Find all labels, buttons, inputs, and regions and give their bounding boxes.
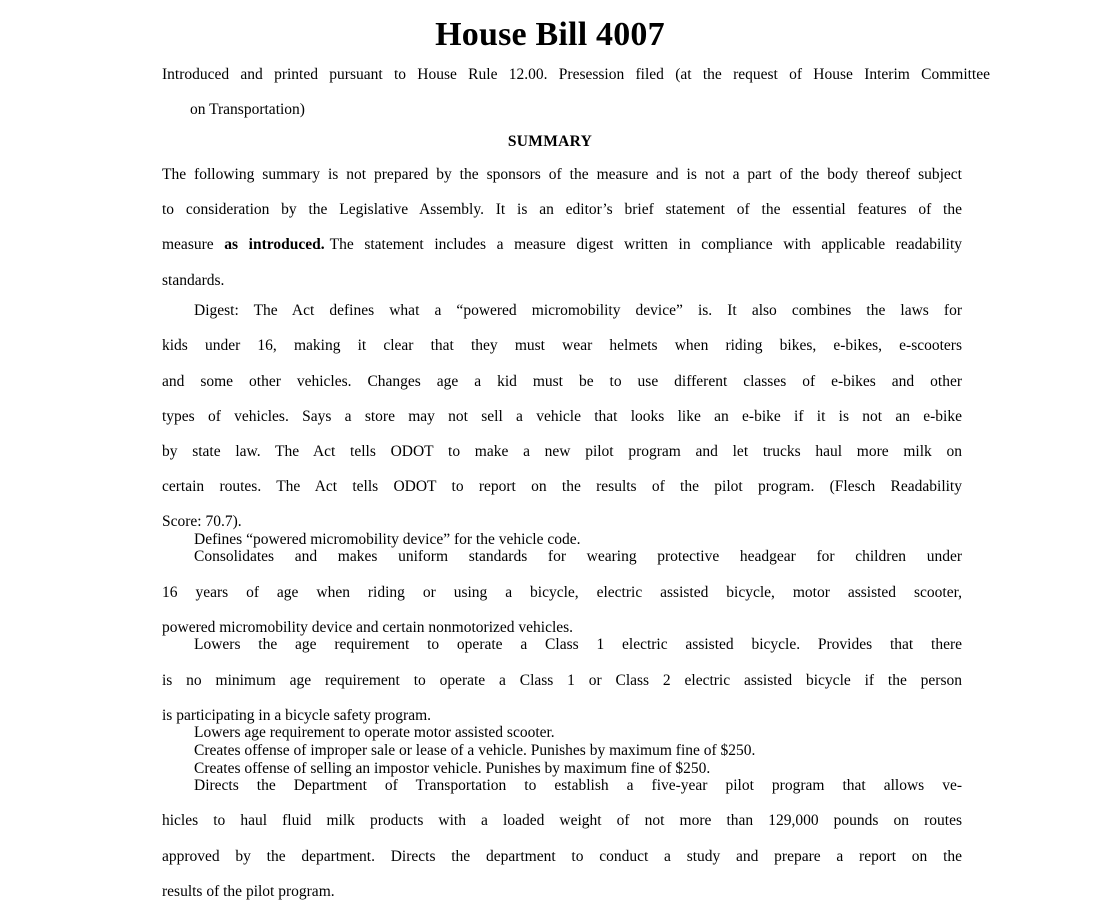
paragraph-impostor-vehicle-offense	[162, 760, 962, 778]
class1-line-2: is no minimum age requirement to operate a Class 1 or Class 2 electric assisted bicycle if the person	[162, 671, 962, 689]
pilot-line-2: hicles to haul fluid milk products with a loaded weight of not more than 129,000 pounds on routes	[162, 812, 962, 830]
paragraph-improper-sale-offense	[162, 742, 962, 760]
pilot-line-4: results of the pilot program.	[162, 882, 335, 900]
class1-line-1: Lowers the age requirement to operate a Class 1 electric assisted bicycle. Provides that there	[194, 636, 962, 654]
headgear-line-1: Consolidates and makes uniform standards for wearing protective headgear for children under	[194, 548, 962, 566]
headgear-line-2: 16 years of age when riding or using a bicycle, electric assisted bicycle, motor assisted scooter,	[162, 583, 962, 601]
digest-line-1: Digest: The Act defines what a “powered micromobility device” is. It also combines the laws for	[194, 302, 962, 320]
paragraph-digest	[162, 302, 962, 531]
summary-heading: SUMMARY	[507, 133, 593, 150]
preamble-line-4: standards.	[162, 271, 225, 289]
impostor-line-1: Creates offense of selling an impostor vehicle. Punishes by maximum fine of $250.	[194, 759, 711, 777]
defines-line-1: Defines “powered micromobility device” for the vehicle code.	[194, 530, 581, 548]
introduction-line-2: on Transportation)	[190, 101, 305, 119]
headgear-line-3: powered micromobility device and certain nonmotorized vehicles.	[162, 618, 574, 636]
introduction-note	[162, 66, 990, 119]
digest-line-3: and some other vehicles. Changes age a kid must be to use different classes of e-bikes and other	[162, 372, 962, 390]
scooter-line-1: Lowers age requirement to operate motor assisted scooter.	[194, 724, 555, 742]
digest-line-6: certain routes. The Act tells ODOT to report on the results of the pilot program. (Flesch Readability	[162, 478, 962, 496]
paragraph-lowers-age-scooter	[162, 724, 962, 742]
preamble-line-3	[162, 236, 962, 271]
preamble-line-2: to consideration by the Legislative Assembly. It is an editor’s brief statement of the essential features of the	[162, 201, 962, 219]
preamble-paragraph	[162, 166, 962, 289]
preamble-line-3-prefix: measure	[162, 236, 225, 254]
preamble-line-3-suffix: The statement includes a measure digest written in compliance with applicable readability	[329, 236, 963, 254]
class1-line-3: is participating in a bicycle safety program.	[162, 706, 432, 724]
paragraph-odot-pilot-program	[162, 777, 962, 900]
paragraph-consolidates-headgear	[162, 548, 962, 636]
paragraph-defines	[162, 531, 962, 549]
preamble-line-1: The following summary is not prepared by the sponsors of the measure and is not a part of the body thereof subject	[162, 166, 962, 183]
preamble-emphasis-as-introduced: as introduced.	[224, 236, 325, 254]
digest-line-5: by state law. The Act tells ODOT to make a new pilot program and let trucks haul more milk on	[162, 442, 962, 460]
paragraph-lowers-age-class1	[162, 636, 962, 724]
digest-line-4: types of vehicles. Says a store may not sell a vehicle that looks like an e-bike if it is not an e-bike	[162, 407, 962, 425]
introduction-line-1: Introduced and printed pursuant to House Rule 12.00. Presession filed (at the request of House Interim Committee	[162, 66, 990, 83]
pilot-line-3: approved by the department. Directs the department to conduct a study and prepare a report on the	[162, 847, 962, 865]
digest-line-2: kids under 16, making it clear that they must wear helmets when riding bikes, e-bikes, e-scooters	[162, 337, 962, 355]
digest-line-7: Score: 70.7).	[162, 513, 242, 531]
improper-sale-line-1: Creates offense of improper sale or lease of a vehicle. Punishes by maximum fine of $250.	[194, 742, 756, 759]
document-body	[162, 166, 962, 900]
page-title: House Bill 4007	[435, 16, 665, 53]
pilot-line-1: Directs the Department of Transportation to establish a five-year pilot program that allows ve-	[194, 777, 962, 795]
